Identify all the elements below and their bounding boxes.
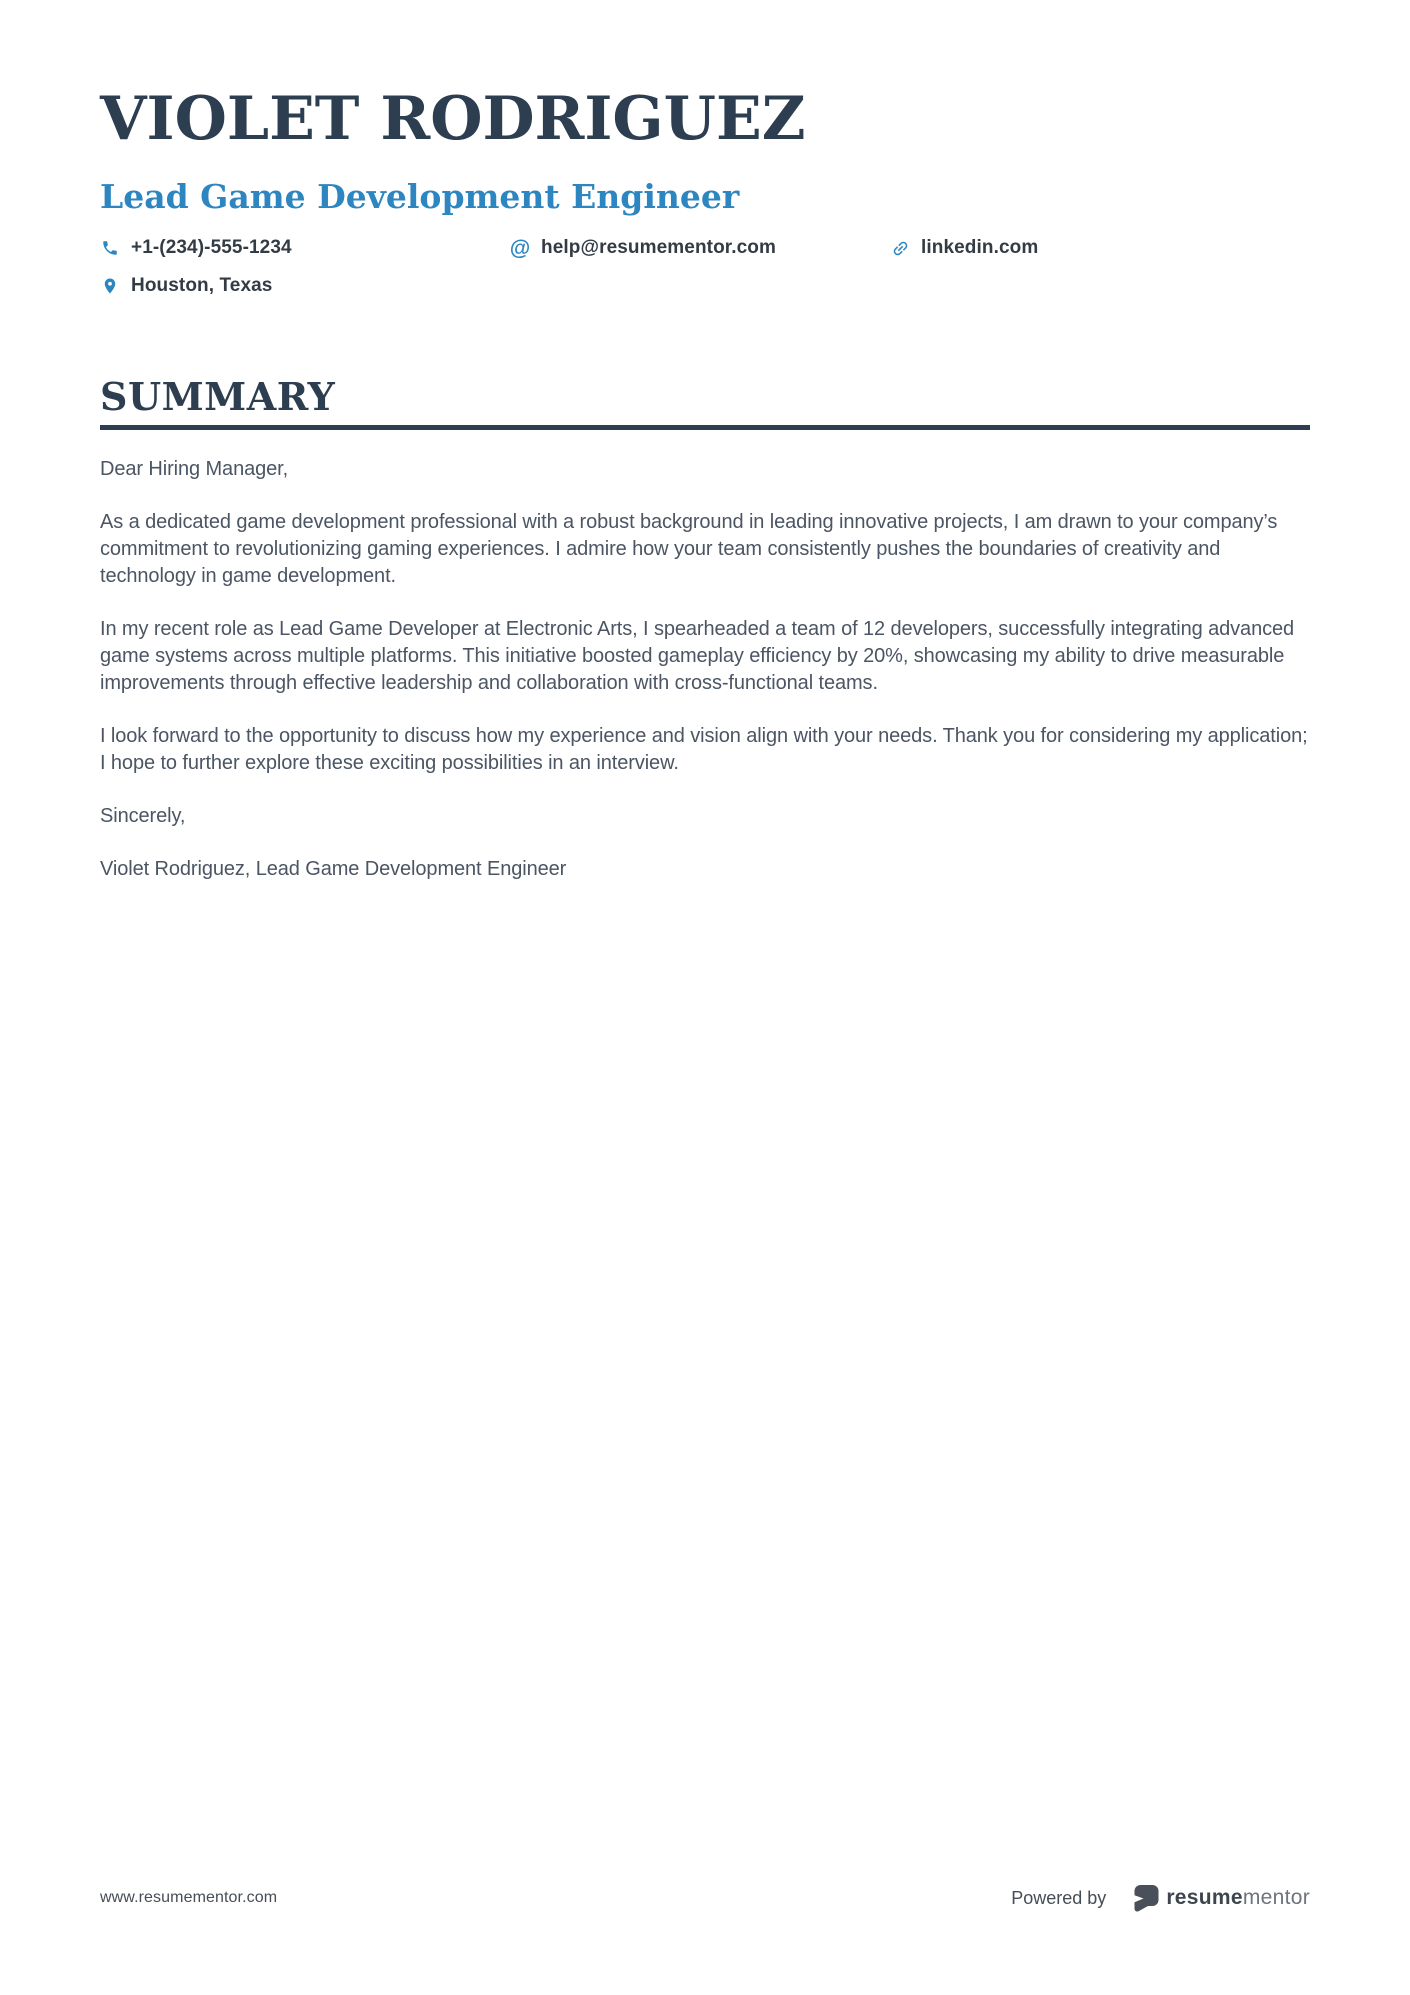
resumementor-brand-text bbox=[1166, 1886, 1310, 1910]
resumementor-logo-icon bbox=[1134, 1885, 1159, 1912]
email-at-icon: @ bbox=[509, 236, 531, 260]
letter-header bbox=[100, 84, 1310, 297]
powered-by-block bbox=[1011, 1885, 1310, 1912]
paragraph-closing: I look forward to the opportunity to discuss how my experience and vision align with your needs. Thank you for considering my application; I hope to further explore these exciting possibilities in an interview. bbox=[100, 725, 1308, 775]
phone-icon bbox=[100, 238, 120, 258]
footer-website-link[interactable]: www.resumementor.com bbox=[100, 1889, 278, 1906]
contact-location-text: Houston, Texas bbox=[131, 275, 273, 297]
brand-text-resume: resume bbox=[1166, 1886, 1243, 1909]
paragraph-intro: As a dedicated game development professional with a robust background in leading innovative projects, I am drawn to your company’s commitment to revolutionizing gaming experiences. I admire how your team consistently pushes the boundaries of creativity and technology in game development. bbox=[100, 511, 1278, 588]
paragraph-experience: In my recent role as Lead Game Developer at Electronic Arts, I spearheaded a team of 12 developers, successfully integrating advanced game systems across multiple platforms. This initiative boosted gameplay efficiency by 20%, showcasing my ability to drive measurable improvements through effective leadership and collaboration with cross-functional teams. bbox=[100, 618, 1295, 695]
section-divider bbox=[100, 425, 1310, 430]
candidate-job-title: Lead Game Development Engineer bbox=[100, 177, 740, 216]
brand-text-mentor: mentor bbox=[1242, 1886, 1310, 1909]
contact-linkedin-text: linkedin.com bbox=[921, 237, 1039, 259]
location-pin-icon bbox=[100, 276, 120, 296]
powered-by-label: Powered by bbox=[1011, 1887, 1107, 1908]
resumementor-brand-link[interactable] bbox=[1134, 1885, 1310, 1912]
contact-phone[interactable] bbox=[100, 237, 510, 259]
summary-heading: SUMMARY bbox=[100, 374, 336, 420]
contact-phone-text: +1-(234)-555-1234 bbox=[131, 237, 292, 259]
contact-linkedin[interactable] bbox=[890, 237, 1310, 259]
contact-location bbox=[100, 275, 510, 297]
signature: Violet Rodriguez, Lead Game Development Engineer bbox=[100, 858, 567, 881]
contact-email[interactable] bbox=[510, 237, 890, 259]
page-footer bbox=[100, 1876, 1310, 1920]
candidate-name: VIOLET RODRIGUEZ bbox=[100, 84, 806, 154]
summary-section bbox=[100, 374, 1310, 883]
letter-body bbox=[100, 456, 1310, 883]
contact-info bbox=[100, 237, 1310, 297]
contact-email-text: help@resumementor.com bbox=[541, 237, 776, 259]
sign-off: Sincerely, bbox=[100, 805, 186, 828]
link-icon bbox=[890, 238, 910, 258]
salutation: Dear Hiring Manager, bbox=[100, 458, 289, 481]
